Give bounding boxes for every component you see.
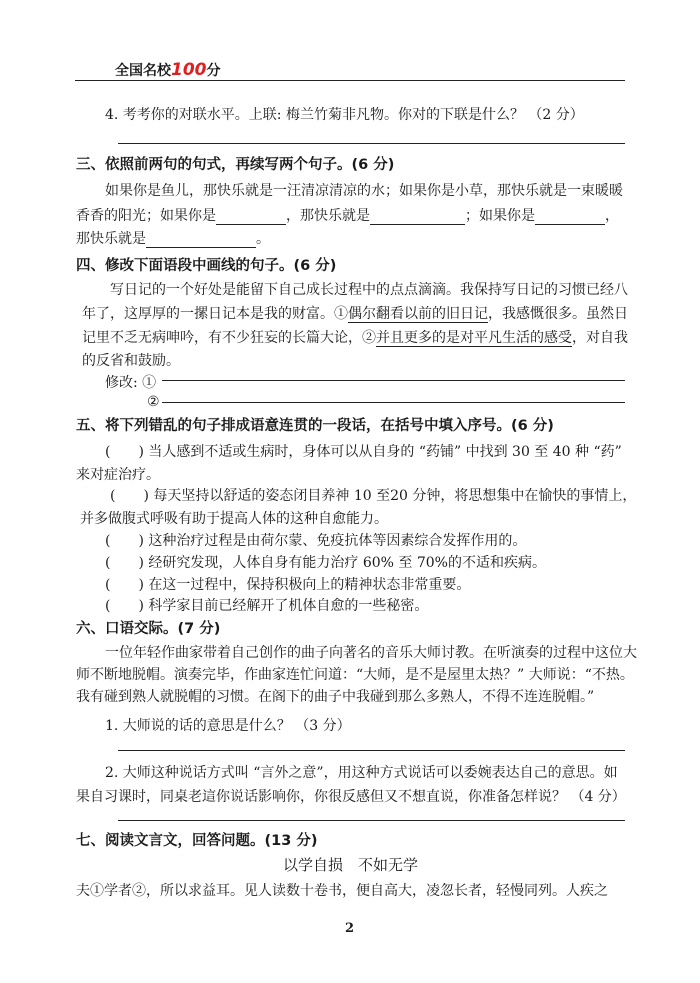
s3-fill-line-1: 香香的阳光；如果你是 ，那快乐就是 ；如果你是 ，	[76, 208, 619, 224]
s4-paragraph-line: 年了，这厚厚的一摞日记本是我的财富。①偶尔翻看以前的旧日记，我感慨很多。虽然日	[82, 306, 628, 322]
answer-line[interactable]	[118, 820, 625, 821]
s5-item: ( ) 当人感到不适或生病时，身体可以从自身的 “药铺” 中找到 30 至 40 种 “药”	[105, 444, 622, 460]
s3-example-line: 如果你是鱼儿，那快乐就是一汪清凉清凉的水；如果你是小草，那快乐就是一束暖暖	[105, 183, 623, 199]
page-number: 2	[345, 921, 355, 936]
answer-line	[118, 143, 625, 144]
brand-number: 100	[171, 60, 207, 80]
revise-answer-line-2[interactable]	[162, 402, 625, 403]
s6-question-2: 2. 大师这种说话方式叫 “言外之意”，用这种方式说话可以委婉表达自己的意思。如	[105, 765, 618, 781]
s4-paragraph-line: 写日记的一个好处是能留下自己成长过程中的点点滴滴。我保持写日记的习惯已经八	[110, 282, 628, 298]
s3-fill-line-2: 那快乐就是 。	[76, 231, 270, 247]
fill-blank[interactable]	[370, 209, 465, 225]
fill-blank[interactable]	[216, 209, 286, 225]
section-6-heading: 六、口语交际。(7 分)	[76, 621, 221, 637]
s4-paragraph-line: 的反省和鼓励。	[82, 353, 180, 369]
s5-item-cont: 并多做腹式呼吸有助于提高人体的这种自愈能力。	[80, 511, 388, 527]
s6-passage-line: 师不断地脱帽。演奏完毕，作曲家连忙问道：“大师，是不是屋里太热？” 大师说：“不热。	[76, 667, 634, 683]
fill-blank[interactable]	[146, 232, 256, 248]
revise-label-2: ②	[147, 394, 160, 410]
revise-label-1: 修改: ①	[105, 375, 157, 391]
brand-suffix: 分	[206, 63, 221, 79]
answer-line[interactable]	[118, 750, 625, 751]
s5-item: ( ) 在这一过程中，保持积极向上的精神状态非常重要。	[105, 577, 471, 593]
s5-item: ( ) 经研究发现，人体自身有能力治疗 60% 至 70%的不适和疾病。	[105, 555, 546, 571]
s5-item: ( ) 科学家目前已经解开了机体自愈的一些秘密。	[105, 598, 429, 614]
s5-item: ( ) 这种治疗过程是由荷尔蒙、免疫抗体等因素综合发挥作用的。	[105, 533, 527, 549]
section-7-heading: 七、阅读文言文，回答问题。(13 分)	[76, 833, 318, 849]
s6-passage-line: 我有碰到熟人就脱帽的习惯。在阁下的曲子中我碰到那么多熟人，不得不连连脱帽。”	[76, 689, 595, 705]
header-rule	[75, 80, 625, 81]
s6-question-2-cont: 果自习课时，同桌老這你说话影响你，你很反感但又不想直说，你准备怎样说？ （4 分）	[76, 789, 626, 805]
s4-paragraph-line: 记里不乏无病呻吟，有不少狂妄的长篇大论，②并且更多的是对平凡生活的感受，对自我	[82, 330, 628, 346]
section-4-heading: 四、修改下面语段中画线的句子。(6 分)	[76, 258, 337, 274]
brand-prefix: 全国名校	[115, 63, 171, 79]
header-brand	[115, 60, 221, 80]
s6-passage-line: 一位年轻作曲家带着自己创作的曲子向著名的音乐大师讨教。在听演奏的过程中这位大	[105, 645, 637, 661]
s5-item: ( ) 每天坚持以舒适的姿态闭目养神 10 至20 分钟，将思想集中在愉快的事情上，	[110, 488, 637, 504]
classical-text-line: 夫①学者②，所以求益耳。见人读数十卷书，便自高大，凌忽长者，轻慢同列。人疾之	[76, 883, 608, 899]
question-4: 4. 考考你的对联水平。上联: 梅兰竹菊非凡物。你对的下联是什么？ （2 分）	[105, 107, 584, 123]
classical-text-title: 以学自损 不如无学	[283, 856, 419, 874]
revise-answer-line-1[interactable]	[162, 380, 625, 381]
s6-question-1: 1. 大师说的话的意思是什么？ （3 分）	[105, 718, 351, 734]
section-3-heading: 三、依照前两句的句式，再续写两个句子。(6 分)	[76, 157, 395, 173]
underlined-sentence-2: 并且更多的是对平凡生活的感受	[376, 330, 572, 346]
s5-item-cont: 来对症治疗。	[76, 467, 160, 483]
section-5-heading: 五、将下列错乱的句子排成语意连贯的一段话，在括号中填入序号。(6 分)	[76, 418, 554, 434]
underlined-sentence-1: 偶尔翻看以前的旧日记	[348, 306, 488, 322]
fill-blank[interactable]	[535, 209, 605, 225]
